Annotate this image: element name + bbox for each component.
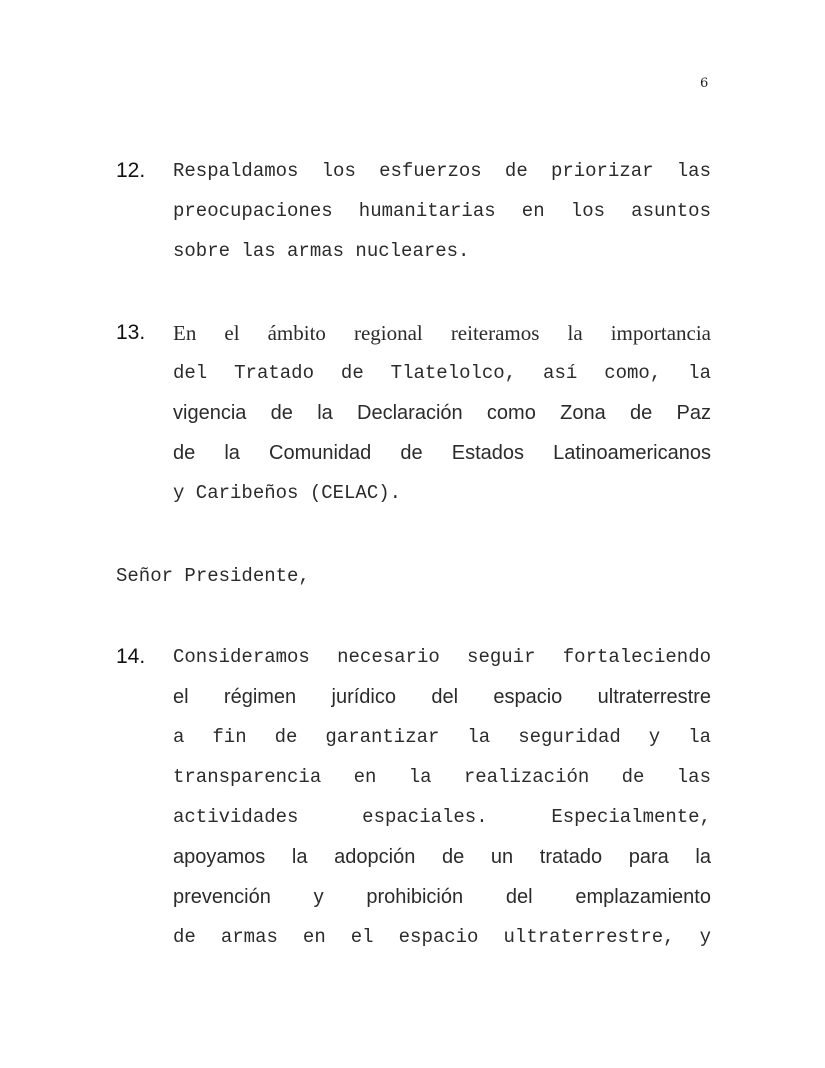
- paragraph-line: transparencia en la realización de las: [173, 766, 711, 788]
- paragraph-line: actividades espaciales. Especialmente,: [173, 806, 711, 828]
- paragraph-line: del Tratado de Tlatelolco, así como, la: [173, 362, 711, 384]
- item-number: 13.: [116, 321, 146, 344]
- paragraph-line: de armas en el espacio ultraterrestre, y: [173, 926, 711, 948]
- paragraph-line: apoyamos la adopción de un tratado para la: [173, 846, 711, 868]
- paragraph-line: Respaldamos los esfuerzos de priorizar las: [173, 160, 711, 182]
- paragraph-line: Consideramos necesario seguir fortaleciendo: [173, 646, 711, 668]
- item-number: 14.: [116, 645, 146, 668]
- paragraph-line: de la Comunidad de Estados Latinoamericanos: [173, 442, 711, 464]
- paragraph-line: vigencia de la Declaración como Zona de Paz: [173, 402, 711, 424]
- paragraph-line: el régimen jurídico del espacio ultraterrestre: [173, 686, 711, 708]
- item-number: 12.: [116, 159, 146, 182]
- paragraph-line: preocupaciones humanitarias en los asuntos: [173, 200, 711, 222]
- salutation: Señor Presidente,: [116, 565, 310, 587]
- page-number: 6: [700, 76, 709, 91]
- paragraph-line: En el ámbito regional reiteramos la importancia: [173, 321, 711, 345]
- paragraph-line: y Caribeños (CELAC).: [173, 482, 402, 504]
- paragraph-line: sobre las armas nucleares.: [173, 240, 470, 262]
- paragraph-line: a fin de garantizar la seguridad y la: [173, 726, 711, 748]
- paragraph-line: prevención y prohibición del emplazamiento: [173, 886, 711, 908]
